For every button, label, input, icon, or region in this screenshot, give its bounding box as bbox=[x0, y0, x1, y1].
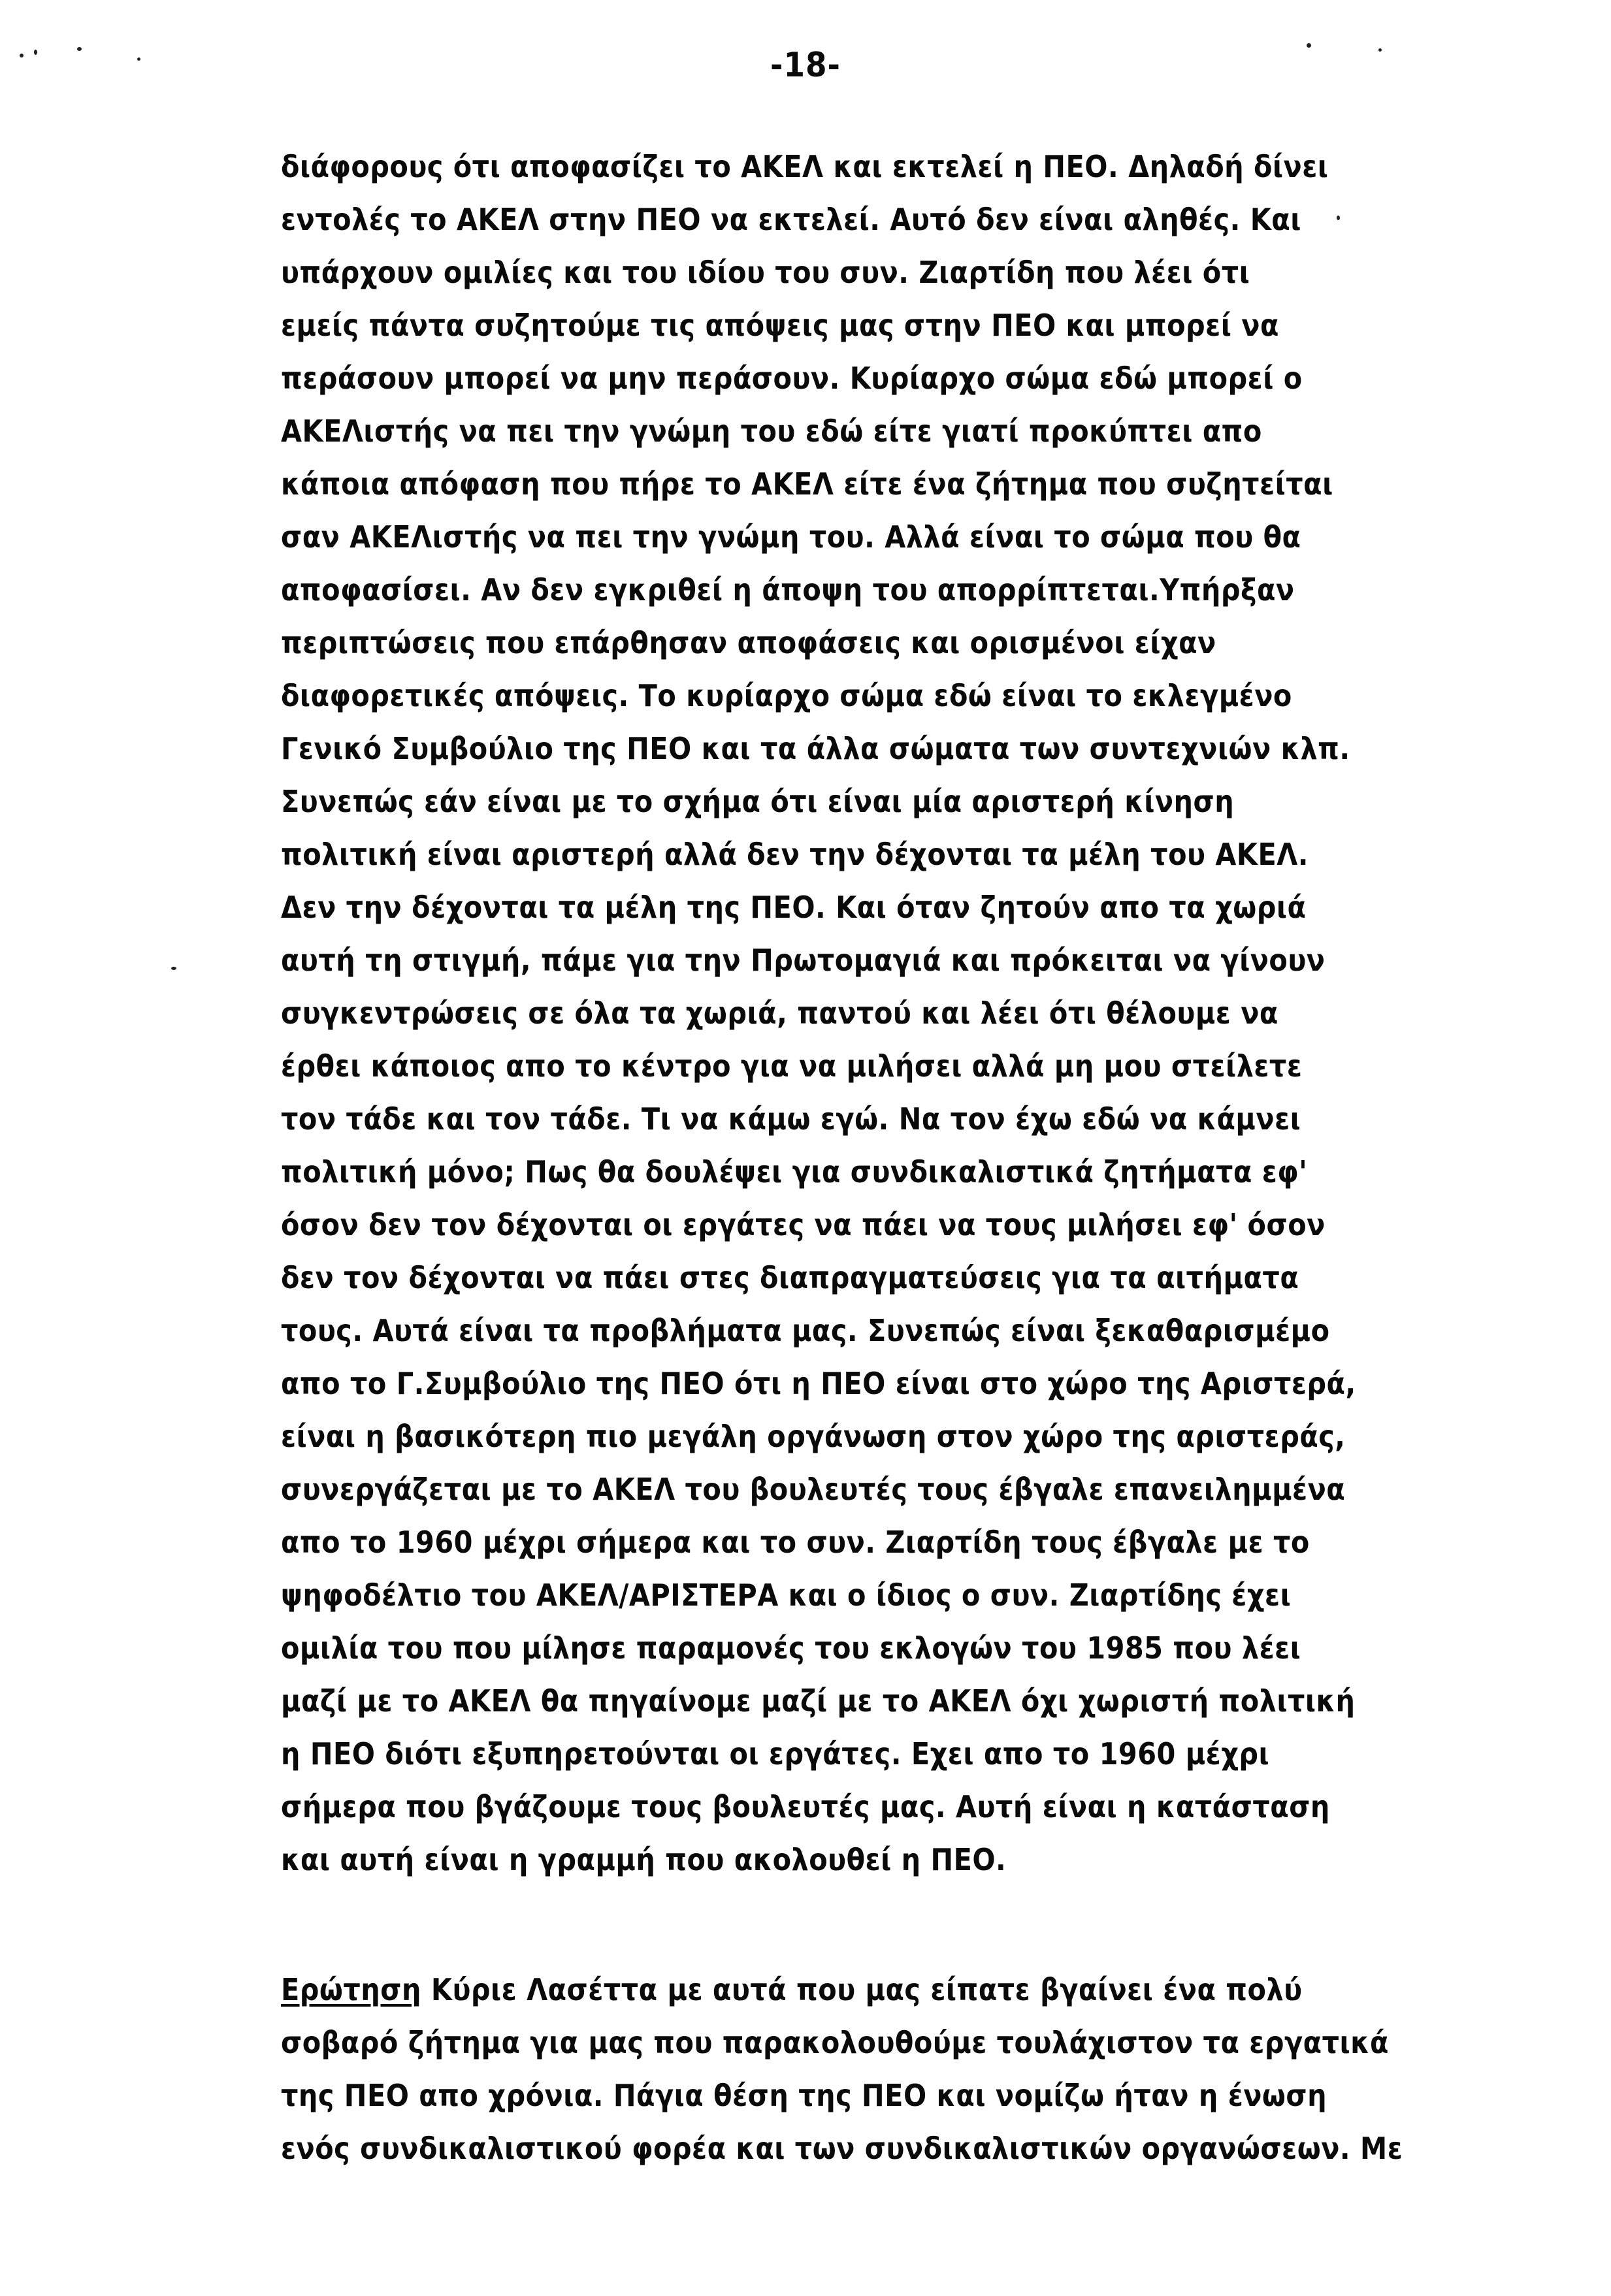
text-line: απο το Γ.Συμβούλιο της ΠΕΟ ότι η ΠΕΟ είναι στο χώρο της Αριστερά, bbox=[281, 1366, 1356, 1401]
text-line: είναι η βασικότερη πιο μεγάλη οργάνωση στον χώρο της αριστεράς, bbox=[281, 1419, 1346, 1454]
text-line: τους. Αυτά είναι τα προβλήματα μας. Συνεπώς είναι ξεκαθαρισμέμο bbox=[281, 1313, 1330, 1348]
text-line: έρθει κάποιος απο το κέντρο για να μιλήσει αλλά μη μου στείλετε bbox=[281, 1048, 1303, 1084]
text-line: αποφασίσει. Αν δεν εγκριθεί η άποψη του απορρίπτεται.Υπήρξαν bbox=[281, 572, 1295, 607]
text-line: σαν ΑΚΕΛιστής να πει την γνώμη του. Αλλά είναι το σώμα που θα bbox=[281, 519, 1301, 555]
text-line: κάποια απόφαση που πήρε το ΑΚΕΛ είτε ένα ζήτημα που συζητείται bbox=[281, 466, 1333, 502]
text-line: η ΠΕΟ διότι εξυπηρετούνται οι εργάτες. Εχει απο το 1960 μέχρι bbox=[281, 1736, 1270, 1771]
text-line: πολιτική μόνο; Πως θα δουλέψει για συνδικαλιστικά ζητήματα εφ' bbox=[281, 1154, 1308, 1189]
document-body bbox=[281, 140, 1431, 2175]
text-line: σοβαρό ζήτημα για μας που παρακολουθούμε τουλάχιστον τα εργατικά bbox=[281, 2025, 1389, 2060]
text-line: πολιτική είναι αριστερή αλλά δεν την δέχονται τα μέλη του ΑΚΕΛ. bbox=[281, 837, 1309, 872]
text-line: και αυτή είναι η γραμμή που ακολουθεί η ΠΕΟ. bbox=[281, 1842, 1007, 1877]
text-line: μαζί με το ΑΚΕΛ θα πηγαίνομε μαζί με το ΑΚΕΛ όχι χωριστή πολιτική bbox=[281, 1683, 1356, 1719]
text-line: συνεργάζεται με το ΑΚΕΛ του βουλευτές τους έβγαλε επανειλημμένα bbox=[281, 1472, 1346, 1507]
text-line: Δεν την δέχονται τα μέλη της ΠΕΟ. Και όταν ζητούν απο τα χωριά bbox=[281, 890, 1307, 925]
text-line: ενός συνδικαλιστικού φορέα και των συνδικαλιστικών οργανώσεων. Με bbox=[281, 2131, 1403, 2166]
text-line: σήμερα που βγάζουμε τους βουλευτές μας. Αυτή είναι η κατάσταση bbox=[281, 1789, 1330, 1824]
question-label: Ερώτηση bbox=[281, 1972, 421, 2007]
text-line: δεν τον δέχονται να πάει στες διαπραγματεύσεις για τα αιτήματα bbox=[281, 1260, 1299, 1295]
text-line: ομιλία του που μίλησε παραμονές του εκλογών του 1985 που λέει bbox=[281, 1630, 1301, 1666]
text-line: διαφορετικές απόψεις. Το κυρίαρχο σώμα εδώ είναι το εκλεγμένο bbox=[281, 678, 1292, 713]
paragraph-gap bbox=[281, 1886, 1431, 1964]
paragraph bbox=[281, 140, 1431, 1886]
text-line: συγκεντρώσεις σε όλα τα χωριά, παντού και λέει ότι θέλουμε να bbox=[281, 995, 1278, 1031]
text-line: εμείς πάντα συζητούμε τις απόψεις μας στην ΠΕΟ και μπορεί να bbox=[281, 308, 1279, 343]
text-line: Συνεπώς εάν είναι με το σχήμα ότι είναι μία αριστερή κίνηση bbox=[281, 784, 1235, 819]
text-line: εντολές το ΑΚΕΛ στην ΠΕΟ να εκτελεί. Αυτό δεν είναι αληθές. Και bbox=[281, 202, 1301, 237]
question-paragraph bbox=[281, 1964, 1431, 2175]
text-line: υπάρχουν ομιλίες και του ιδίου του συν. Ζιαρτίδη που λέει ότι bbox=[281, 255, 1250, 290]
text-line: διάφορους ότι αποφασίζει το ΑΚΕΛ και εκτελεί η ΠΕΟ. Δηλαδή δίνει bbox=[281, 149, 1329, 184]
text-line: τον τάδε και τον τάδε. Τι να κάμω εγώ. Να τον έχω εδώ να κάμνει bbox=[281, 1101, 1301, 1137]
text-line: αυτή τη στιγμή, πάμε για την Πρωτομαγιά και πρόκειται να γίνουν bbox=[281, 943, 1326, 978]
text-line: περιπτώσεις που επάρθησαν αποφάσεις και ορισμένοι είχαν bbox=[281, 625, 1216, 660]
question-first-line bbox=[281, 1964, 1431, 2016]
text-line: Γενικό Συμβούλιο της ΠΕΟ και τα άλλα σώματα των συντεχνιών κλπ. bbox=[281, 731, 1350, 766]
question-first-line-text: Κύριε Λασέττα με αυτά που μας είπατε βγαίνει ένα πολύ bbox=[421, 1972, 1303, 2007]
text-line: απο το 1960 μέχρι σήμερα και το συν. Ζιαρτίδη τους έβγαλε με το bbox=[281, 1525, 1310, 1560]
page-number: -18- bbox=[770, 46, 841, 85]
text-line: περάσουν μπορεί να μην περάσουν. Κυρίαρχο σώμα εδώ μπορεί ο bbox=[281, 361, 1303, 396]
scan-speck bbox=[171, 967, 176, 970]
text-line: ΑΚΕΛιστής να πει την γνώμη του εδώ είτε γιατί προκύπτει απο bbox=[281, 413, 1262, 449]
text-line: της ΠΕΟ απο χρόνια. Πάγια θέση της ΠΕΟ και νομίζω ήταν η ένωση bbox=[281, 2078, 1327, 2113]
text-line: ψηφοδέλτιο του ΑΚΕΛ/ΑΡΙΣΤΕΡΑ και ο ίδιος ο συν. Ζιαρτίδης έχει bbox=[281, 1577, 1292, 1613]
text-line: όσον δεν τον δέχονται οι εργάτες να πάει να τους μιλήσει εφ' όσον bbox=[281, 1207, 1326, 1242]
